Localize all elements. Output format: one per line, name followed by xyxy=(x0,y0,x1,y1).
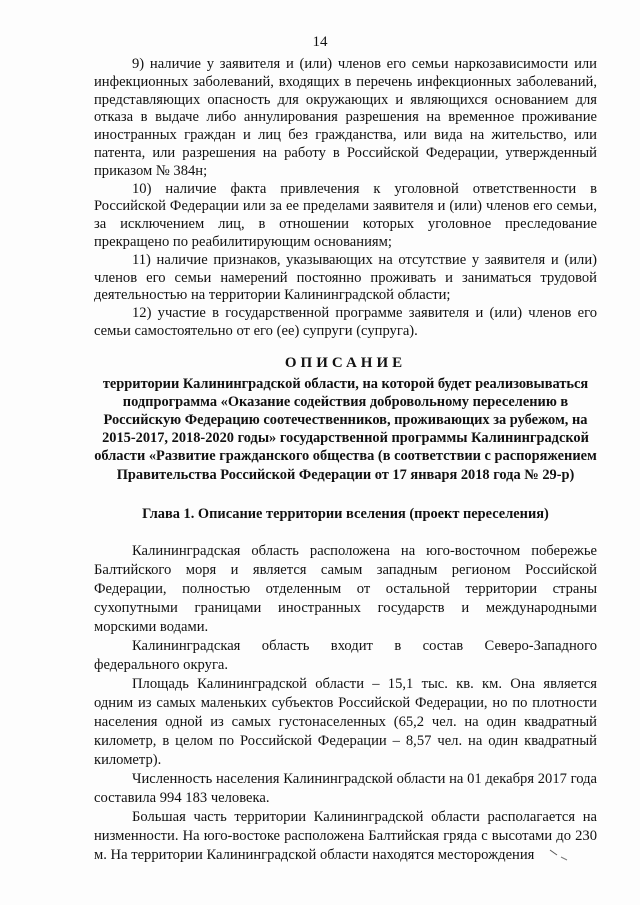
page-content xyxy=(94,56,597,865)
chapter-heading: Глава 1. Описание территории вселения (проект переселения) xyxy=(142,505,549,522)
chapter-body xyxy=(94,542,597,865)
pen-mark-icon xyxy=(548,848,570,862)
body-paragraph: Калининградская область расположена на юго-восточном побережье Балтийского моря и является самым западным регионом Российской Федерации, полностью отделенным от остальной территории страны сухопутными границами иностранных государств и международными морскими водами. xyxy=(94,542,597,635)
body-paragraph: Большая часть территории Калининградской области располагается на низменности. На юго-востоке расположена Балтийская гряда с высотами до 230 м. На территории Калининградской области находятся месторождения xyxy=(94,808,597,863)
list-item-12: 12) участие в государственной программе заявителя и (или) членов его семьи самостоятельно от его (ее) супруги (супруга). xyxy=(94,305,597,339)
section-title: ОПИСАНИЕ xyxy=(284,354,407,371)
body-paragraph: Численность населения Калининградской области на 01 декабря 2017 года составила 994 183 человека. xyxy=(94,770,597,806)
body-paragraph: Калининградская область входит в состав Северо-Западного федерального округа. xyxy=(94,637,597,673)
page-number: 14 xyxy=(312,34,328,50)
list-item-9: 9) наличие у заявителя и (или) членов его семьи наркозависимости или инфекционных заболеваний, входящих в перечень инфекционных заболеваний, представляющих опасность для окружающих и являющихся основанием для отказа в выдаче либо аннулирования разрешения на временное проживание иностранных граждан и лиц без гражданства, или вида на жительство, или патента, или разрешения на работу в Российской Федерации, утвержденный приказом № 384н; xyxy=(94,56,597,179)
list-item-11: 11) наличие признаков, указывающих на отсутствие у заявителя и (или) членов его семьи намерений постоянно проживать и заниматься трудовой деятельностью на территории Калининградской области; xyxy=(94,251,597,304)
section-subtitle: территории Калининградской области, на которой будет реализовываться подпрограмма «Оказание содействия добровольному переселению в Российскую Федерацию соотечественников, проживающих за рубежом, на 2015-2017, 2018-2020 годы» государственной программы Калининградской области «Развитие гражданского общества (в соответствии с распоряжением Правительства Российской Федерации от 17 января 2018 года № 29-р) xyxy=(94,375,597,483)
list-item-10: 10) наличие факта привлечения к уголовной ответственности в Российской Федерации или за ее пределами заявителя и (или) членов его семьи, за исключением лиц, в отношении которых уголовное преследование прекращено по реабилитирующим основаниям; xyxy=(94,180,597,250)
body-paragraph: Площадь Калининградской области – 15,1 тыс. кв. км. Она является одним из самых маленьких субъектов Российской Федерации, но по плотности населения одной из самых густонаселенных (65,2 чел. на один квадратный километр, в целом по Российской Федерации – 8,57 чел. на один квадратный километр). xyxy=(94,675,597,768)
